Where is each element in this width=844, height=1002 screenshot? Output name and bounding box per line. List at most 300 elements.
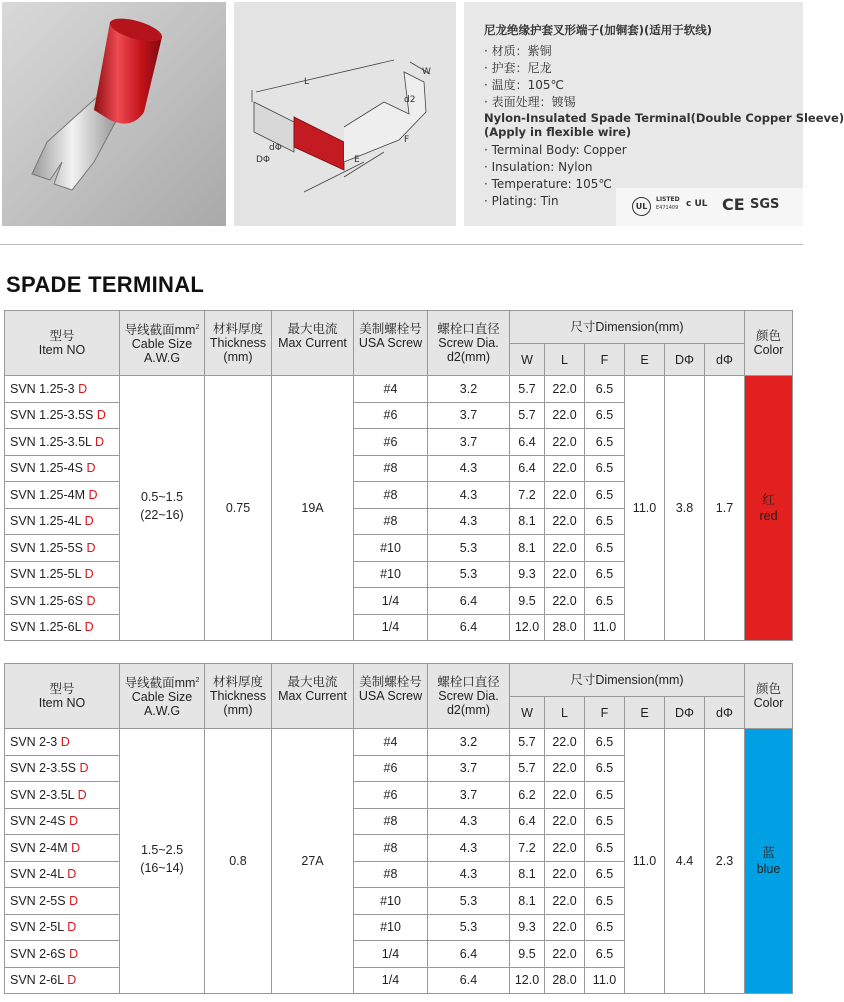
f-value: 6.5	[595, 593, 614, 608]
f-value: 6.5	[595, 381, 614, 396]
dim-dd: DΦ	[674, 705, 694, 720]
item-text: SVN 2-4S	[10, 814, 70, 829]
item-no	[5, 429, 120, 456]
w-value: 7.2	[518, 840, 536, 855]
d2-value: 6.4	[459, 593, 478, 608]
col-thickness	[205, 311, 272, 376]
w-value: 5.7	[518, 734, 536, 749]
col-screw-dia	[428, 311, 510, 376]
screw-value: #8	[383, 461, 398, 476]
f-cell	[585, 835, 625, 862]
item-text: SVN 2-3	[10, 734, 61, 749]
col-dimension	[510, 664, 745, 697]
thick-en1: Thickness	[209, 689, 267, 703]
screw-value: #6	[383, 434, 398, 449]
item-suffix: D	[69, 893, 79, 908]
w-value: 8.1	[518, 514, 536, 529]
item-suffix: D	[77, 787, 87, 802]
cable-cn: 导线截面mm	[124, 323, 196, 338]
item-suffix: D	[84, 514, 94, 529]
thick-cn: 材料厚度	[212, 322, 263, 336]
screw-value: 1/4	[381, 946, 400, 961]
item-text: SVN 1.25-4L	[10, 514, 85, 529]
w-value: 9.3	[518, 920, 536, 935]
f-cell	[585, 729, 625, 756]
l-cell	[545, 808, 585, 835]
spec-cn-material: · 材质：紫铜	[484, 44, 552, 58]
ds-cell	[705, 376, 745, 641]
f-value: 6.5	[595, 867, 614, 882]
dim-f: F	[600, 705, 609, 720]
screw-cell	[354, 535, 428, 562]
d2-cell	[428, 455, 510, 482]
e-cell	[625, 376, 665, 641]
l-cell	[545, 835, 585, 862]
l-value: 22.0	[552, 867, 577, 882]
dim-label-w: W	[422, 67, 431, 77]
w-value: 9.5	[518, 593, 536, 608]
d2-cell	[428, 755, 510, 782]
f-value: 6.5	[595, 840, 614, 855]
w-cell	[510, 588, 545, 615]
col-item	[5, 664, 120, 729]
col-dim-w	[510, 697, 545, 729]
w-value: 8.1	[518, 893, 536, 908]
f-cell	[585, 914, 625, 941]
d2-value: 4.3	[459, 840, 478, 855]
ds-value: 1.7	[715, 501, 734, 515]
l-value: 22.0	[552, 593, 577, 608]
spec-en-title-2: (Apply in flexible wire)	[484, 125, 632, 139]
color-swatch	[745, 729, 793, 994]
f-value: 6.5	[595, 434, 614, 449]
color-cn: 颜色	[755, 682, 781, 696]
w-cell	[510, 376, 545, 403]
dim-e: E	[640, 705, 649, 720]
l-value: 22.0	[552, 920, 577, 935]
screw-cell	[354, 835, 428, 862]
d2-cell	[428, 482, 510, 509]
d2-cell	[428, 835, 510, 862]
item-suffix: D	[67, 867, 77, 882]
l-cell	[545, 402, 585, 429]
d2-cell	[428, 561, 510, 588]
l-value: 22.0	[552, 946, 577, 961]
w-cell	[510, 941, 545, 968]
item-text: SVN 2-5S	[10, 893, 70, 908]
dim-l: L	[561, 352, 568, 367]
spec-en-temperature: · Temperature: 105℃	[484, 177, 612, 191]
spec-en-plating: · Plating: Tin	[484, 194, 559, 208]
color-cn-value: 蓝	[762, 846, 775, 860]
spec-table-red	[4, 310, 793, 641]
item-text: SVN 2-6S	[10, 946, 70, 961]
screw-en: USA Screw	[358, 336, 423, 350]
product-photo	[2, 2, 226, 226]
d2-value: 3.7	[459, 787, 478, 802]
f-value: 6.5	[595, 487, 614, 502]
l-cell	[545, 508, 585, 535]
spec-cn-plating: · 表面处理：镀锡	[484, 95, 576, 109]
color-en-value: red	[759, 509, 778, 523]
item-no	[5, 729, 120, 756]
l-cell	[545, 755, 585, 782]
f-value: 11.0	[592, 973, 617, 988]
dim-label-l: L	[304, 77, 310, 87]
d2-cell	[428, 402, 510, 429]
w-value: 5.7	[518, 381, 536, 396]
item-text: SVN 1.25-6L	[10, 620, 85, 635]
col-cable-size	[120, 664, 205, 729]
item-suffix: D	[96, 408, 106, 423]
f-value: 6.5	[595, 761, 614, 776]
col-dim-dd	[665, 697, 705, 729]
item-suffix: D	[84, 620, 94, 635]
f-cell	[585, 535, 625, 562]
l-value: 22.0	[552, 893, 577, 908]
d2-cell	[428, 729, 510, 756]
screw-cell	[354, 614, 428, 641]
l-cell	[545, 782, 585, 809]
cable-range: 0.5~1.5	[140, 490, 184, 504]
w-cell	[510, 729, 545, 756]
f-value: 6.5	[595, 920, 614, 935]
screw-cell	[354, 561, 428, 588]
cable-range: 1.5~2.5	[140, 843, 184, 857]
spec-cn-insulation: · 护套：尼龙	[484, 61, 552, 75]
cable-en1: Cable Size	[131, 690, 193, 705]
w-value: 7.2	[518, 487, 536, 502]
awg-range: (16~14)	[140, 861, 184, 875]
w-cell	[510, 755, 545, 782]
w-value: 6.2	[518, 787, 536, 802]
d2-value: 4.3	[459, 514, 478, 529]
cul-logo-icon: c UL	[686, 199, 708, 209]
screw-value: #6	[383, 761, 398, 776]
item-no	[5, 914, 120, 941]
item-no	[5, 561, 120, 588]
col-dim-f	[585, 344, 625, 376]
screw-cell	[354, 508, 428, 535]
item-en: Item NO	[38, 696, 86, 710]
f-cell	[585, 614, 625, 641]
f-value: 6.5	[595, 461, 614, 476]
w-value: 5.7	[518, 408, 536, 423]
item-no	[5, 782, 120, 809]
thickness-cell	[205, 729, 272, 994]
screw-en: USA Screw	[358, 689, 423, 703]
dd-cell	[665, 729, 705, 994]
item-no	[5, 482, 120, 509]
item-text: SVN 1.25-3.5S	[10, 408, 97, 423]
l-value: 28.0	[552, 973, 577, 988]
w-cell	[510, 561, 545, 588]
f-cell	[585, 376, 625, 403]
ce-logo-icon: CE	[722, 195, 745, 214]
f-cell	[585, 967, 625, 994]
w-value: 6.4	[518, 461, 536, 476]
dd-cell	[665, 376, 705, 641]
dimension-drawing	[234, 2, 456, 226]
screw-value: 1/4	[381, 593, 400, 608]
d2-cell	[428, 967, 510, 994]
cable-sup: 2	[195, 676, 200, 684]
thick-en1: Thickness	[209, 336, 267, 350]
item-no	[5, 588, 120, 615]
dia-en2: d2(mm)	[446, 703, 491, 717]
col-dim-dd	[665, 344, 705, 376]
screw-cell	[354, 808, 428, 835]
col-usa-screw	[354, 311, 428, 376]
d2-cell	[428, 782, 510, 809]
dim-label-dphi-small: dΦ	[269, 143, 282, 153]
screw-value: #8	[383, 487, 398, 502]
dim-label-f: F	[404, 135, 410, 145]
thick-en2: (mm)	[223, 703, 253, 717]
w-cell	[510, 835, 545, 862]
w-value: 9.5	[518, 946, 536, 961]
item-cn: 型号	[49, 329, 75, 343]
f-value: 6.5	[595, 734, 614, 749]
spade-terminal-photo-icon	[2, 2, 226, 226]
item-text: SVN 2-3.5S	[10, 761, 80, 776]
col-usa-screw	[354, 664, 428, 729]
d2-value: 4.3	[459, 867, 478, 882]
item-no	[5, 402, 120, 429]
spec-panel	[464, 2, 844, 226]
item-suffix: D	[69, 946, 79, 961]
spec-en-title-1: Nylon-Insulated Spade Terminal(Double Copper Sleeve)	[484, 111, 844, 125]
w-cell	[510, 808, 545, 835]
d2-cell	[428, 535, 510, 562]
screw-cell	[354, 888, 428, 915]
cable-sup: 2	[195, 323, 200, 331]
l-cell	[545, 482, 585, 509]
thick-en2: (mm)	[223, 350, 253, 364]
d2-cell	[428, 588, 510, 615]
spec-cn-temperature: · 温度：105℃	[484, 78, 565, 92]
w-value: 8.1	[518, 540, 536, 555]
l-value: 22.0	[552, 434, 577, 449]
l-cell	[545, 561, 585, 588]
f-value: 6.5	[595, 946, 614, 961]
d2-value: 3.7	[459, 761, 478, 776]
d2-value: 4.3	[459, 487, 478, 502]
dim-label-d2: d2	[404, 95, 416, 105]
col-color	[745, 311, 793, 376]
cable-en2: A.W.G	[143, 351, 181, 366]
w-value: 12.0	[514, 620, 540, 635]
spec-en-body: · Terminal Body: Copper	[484, 143, 627, 157]
d2-value: 5.3	[459, 567, 478, 582]
item-suffix: D	[79, 761, 89, 776]
item-suffix: D	[86, 461, 96, 476]
l-cell	[545, 455, 585, 482]
item-no	[5, 535, 120, 562]
current-en: Max Current	[278, 336, 347, 350]
screw-value: #6	[383, 408, 398, 423]
dd-value: 3.8	[675, 501, 694, 515]
item-no	[5, 755, 120, 782]
d2-cell	[428, 941, 510, 968]
f-value: 11.0	[592, 620, 617, 635]
current-value: 27A	[301, 854, 324, 868]
w-cell	[510, 782, 545, 809]
item-text: SVN 2-4L	[10, 867, 68, 882]
dim-ds: dΦ	[716, 705, 733, 720]
f-value: 6.5	[595, 408, 614, 423]
w-cell	[510, 429, 545, 456]
table-row	[5, 376, 793, 403]
f-cell	[585, 455, 625, 482]
item-text: SVN 1.25-3	[10, 381, 79, 396]
item-text: SVN 2-5L	[10, 920, 68, 935]
dim-l: L	[561, 705, 568, 720]
item-suffix: D	[71, 840, 81, 855]
spec-table-blue	[4, 663, 793, 994]
thickness-value: 0.75	[225, 501, 251, 515]
item-suffix: D	[88, 487, 98, 502]
d2-value: 3.7	[459, 408, 478, 423]
dim-f: F	[600, 352, 609, 367]
screw-value: #10	[380, 920, 401, 935]
w-value: 8.1	[518, 867, 536, 882]
w-cell	[510, 508, 545, 535]
f-cell	[585, 861, 625, 888]
l-cell	[545, 888, 585, 915]
w-value: 9.3	[518, 567, 536, 582]
screw-cn: 美制螺栓号	[359, 675, 422, 689]
thickness-cell	[205, 376, 272, 641]
item-text: SVN 2-4M	[10, 840, 72, 855]
ds-value: 2.3	[715, 854, 734, 868]
l-cell	[545, 967, 585, 994]
w-cell	[510, 455, 545, 482]
item-no	[5, 835, 120, 862]
l-cell	[545, 429, 585, 456]
listed-label: LISTED	[656, 196, 680, 203]
awg-range: (22~16)	[140, 508, 184, 522]
l-value: 22.0	[552, 540, 577, 555]
screw-cell	[354, 482, 428, 509]
item-text: SVN 2-6L	[10, 973, 68, 988]
l-cell	[545, 941, 585, 968]
col-dim-ds	[705, 344, 745, 376]
w-value: 6.4	[518, 434, 536, 449]
screw-value: #8	[383, 867, 398, 882]
thick-cn: 材料厚度	[212, 675, 263, 689]
f-cell	[585, 402, 625, 429]
col-max-current	[272, 664, 354, 729]
l-value: 22.0	[552, 567, 577, 582]
section-divider	[0, 244, 803, 245]
item-cn: 型号	[49, 682, 75, 696]
l-cell	[545, 376, 585, 403]
item-suffix: D	[67, 973, 77, 988]
current-en: Max Current	[278, 689, 347, 703]
sgs-logo-icon: SGS	[750, 197, 780, 212]
spec-cn-title: 尼龙绝缘护套叉形端子(加铜套)(适用于软线)	[484, 23, 713, 37]
screw-cell	[354, 967, 428, 994]
l-cell	[545, 729, 585, 756]
screw-cell	[354, 376, 428, 403]
thickness-value: 0.8	[229, 854, 247, 868]
f-value: 6.5	[595, 787, 614, 802]
d2-cell	[428, 888, 510, 915]
dia-cn: 螺栓口直径	[437, 675, 500, 689]
screw-value: #10	[380, 540, 401, 555]
current-cn: 最大电流	[287, 675, 338, 689]
d2-value: 6.4	[459, 620, 478, 635]
dim-ds: dΦ	[716, 352, 733, 367]
item-no	[5, 455, 120, 482]
col-dim-l	[545, 697, 585, 729]
dim-w: W	[521, 352, 533, 367]
w-cell	[510, 914, 545, 941]
col-screw-dia	[428, 664, 510, 729]
dim-w: W	[521, 705, 533, 720]
d2-value: 3.2	[459, 734, 478, 749]
l-value: 22.0	[552, 461, 577, 476]
f-value: 6.5	[595, 567, 614, 582]
screw-value: #10	[380, 567, 401, 582]
d2-cell	[428, 861, 510, 888]
item-no	[5, 508, 120, 535]
item-text: SVN 2-3.5L	[10, 787, 78, 802]
screw-cell	[354, 402, 428, 429]
dia-cn: 螺栓口直径	[437, 322, 500, 336]
cable-en2: A.W.G	[143, 704, 181, 719]
w-cell	[510, 614, 545, 641]
ds-cell	[705, 729, 745, 994]
screw-cell	[354, 941, 428, 968]
d2-cell	[428, 508, 510, 535]
dim-label-e: E	[354, 155, 360, 165]
color-swatch	[745, 376, 793, 641]
col-dim-e	[625, 344, 665, 376]
col-dim-ds	[705, 697, 745, 729]
f-cell	[585, 888, 625, 915]
w-cell	[510, 402, 545, 429]
item-no	[5, 967, 120, 994]
e-cell	[625, 729, 665, 994]
e-value: 11.0	[632, 501, 657, 515]
d2-cell	[428, 808, 510, 835]
d2-value: 5.3	[459, 893, 478, 908]
screw-value: #4	[383, 381, 398, 396]
col-dim-e	[625, 697, 665, 729]
l-value: 22.0	[552, 514, 577, 529]
col-thickness	[205, 664, 272, 729]
screw-cell	[354, 914, 428, 941]
col-dimension	[510, 311, 745, 344]
certification-logos	[616, 188, 803, 226]
d2-value: 5.3	[459, 540, 478, 555]
l-value: 22.0	[552, 408, 577, 423]
f-cell	[585, 588, 625, 615]
screw-value: #10	[380, 893, 401, 908]
product-header	[0, 0, 844, 232]
screw-value: 1/4	[381, 973, 400, 988]
col-dim-f	[585, 697, 625, 729]
l-value: 28.0	[552, 620, 577, 635]
d2-value: 4.3	[459, 814, 478, 829]
col-item	[5, 311, 120, 376]
item-en: Item NO	[38, 343, 86, 357]
f-value: 6.5	[595, 540, 614, 555]
screw-cn: 美制螺栓号	[359, 322, 422, 336]
d2-value: 3.7	[459, 434, 478, 449]
